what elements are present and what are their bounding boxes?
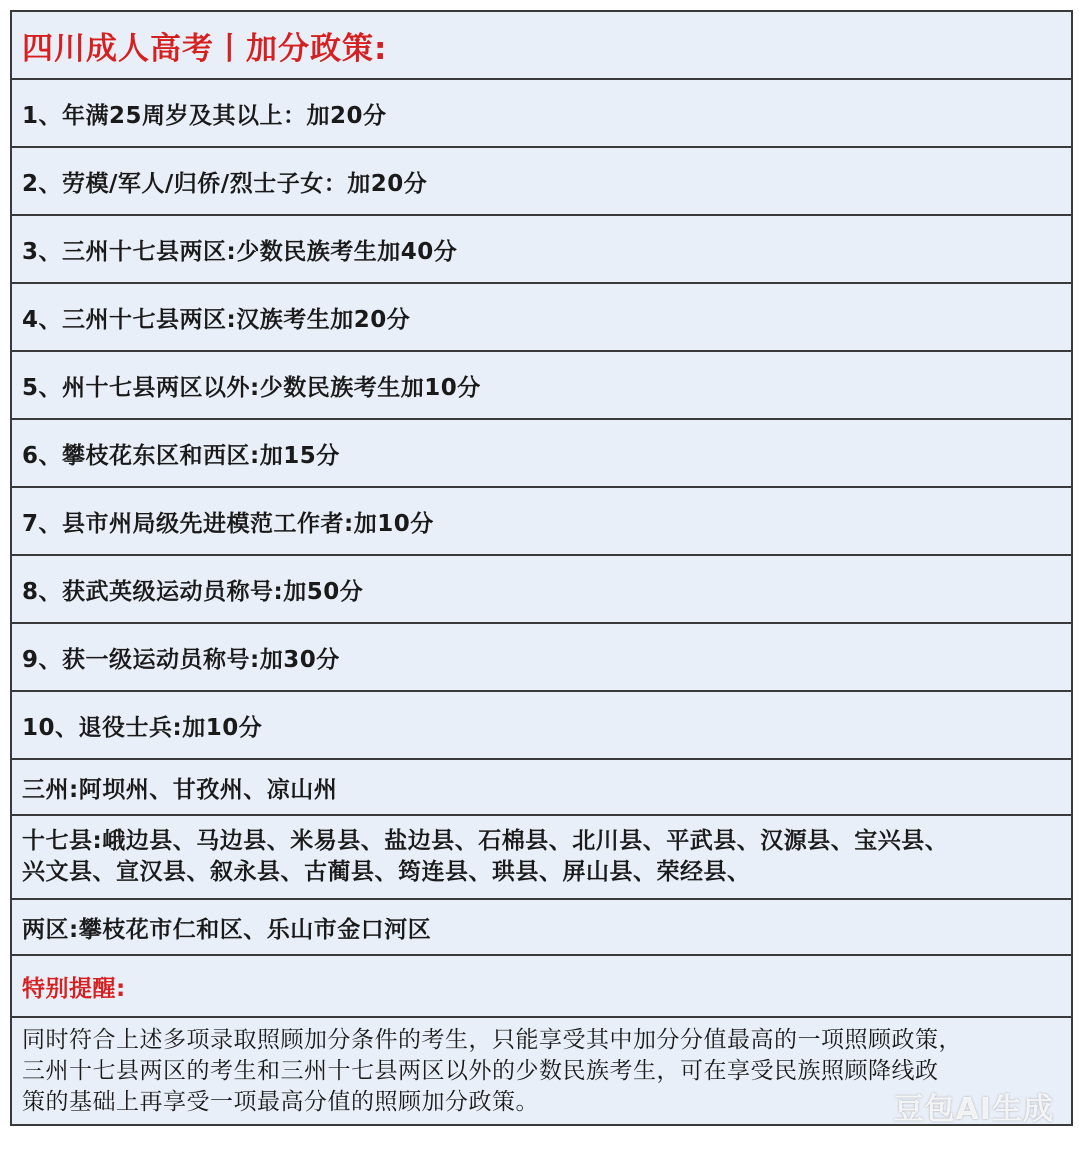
definition-shiqixian [12, 814, 1071, 898]
definition-sanzhou: 三州:阿坝州、甘孜州、凉山州 [12, 758, 1071, 814]
policy-item-8: 8、获武英级运动员称号:加50分 [12, 554, 1071, 622]
policy-item-5: 5、州十七县两区以外:少数民族考生加10分 [12, 350, 1071, 418]
policy-item-9: 9、获一级运动员称号:加30分 [12, 622, 1071, 690]
policy-table [10, 10, 1073, 1126]
page-title: 四川成人高考丨加分政策: [22, 30, 388, 67]
reminder-line-2: 三州十七县两区的考生和三州十七县两区以外的少数民族考生，可在享受民族照顾降线政 [22, 1057, 939, 1084]
policy-item-10: 10、退役士兵:加10分 [12, 690, 1071, 758]
watermark: 豆包AI生成 [893, 1092, 1054, 1127]
definition-liangqu: 两区:攀枝花市仁和区、乐山市金口河区 [12, 898, 1071, 954]
reminder-line-3: 策的基础上再享受一项最高分值的照顾加分政策。 [22, 1088, 539, 1115]
policy-item-4: 4、三州十七县两区:汉族考生加20分 [12, 282, 1071, 350]
policy-item-1: 1、年满25周岁及其以上：加20分 [12, 78, 1071, 146]
definition-shiqixian-line2: 兴文县、宣汉县、叙永县、古蔺县、筠连县、珙县、屏山县、荣经县、 [22, 859, 751, 885]
policy-item-7: 7、县市州局级先进模范工作者:加10分 [12, 486, 1071, 554]
policy-item-6: 6、攀枝花东区和西区:加15分 [12, 418, 1071, 486]
reminder-line-1: 同时符合上述多项录取照顾加分条件的考生，只能享受其中加分分值最高的一项照顾政策， [22, 1026, 962, 1053]
policy-item-3: 3、三州十七县两区:少数民族考生加40分 [12, 214, 1071, 282]
reminder-label: 特别提醒: [12, 954, 1071, 1016]
policy-item-2: 2、劳模/军人/归侨/烈士子女：加20分 [12, 146, 1071, 214]
definition-shiqixian-line1: 十七县:峨边县、马边县、米易县、盐边县、石棉县、北川县、平武县、汉源县、宝兴县、 [22, 828, 949, 854]
